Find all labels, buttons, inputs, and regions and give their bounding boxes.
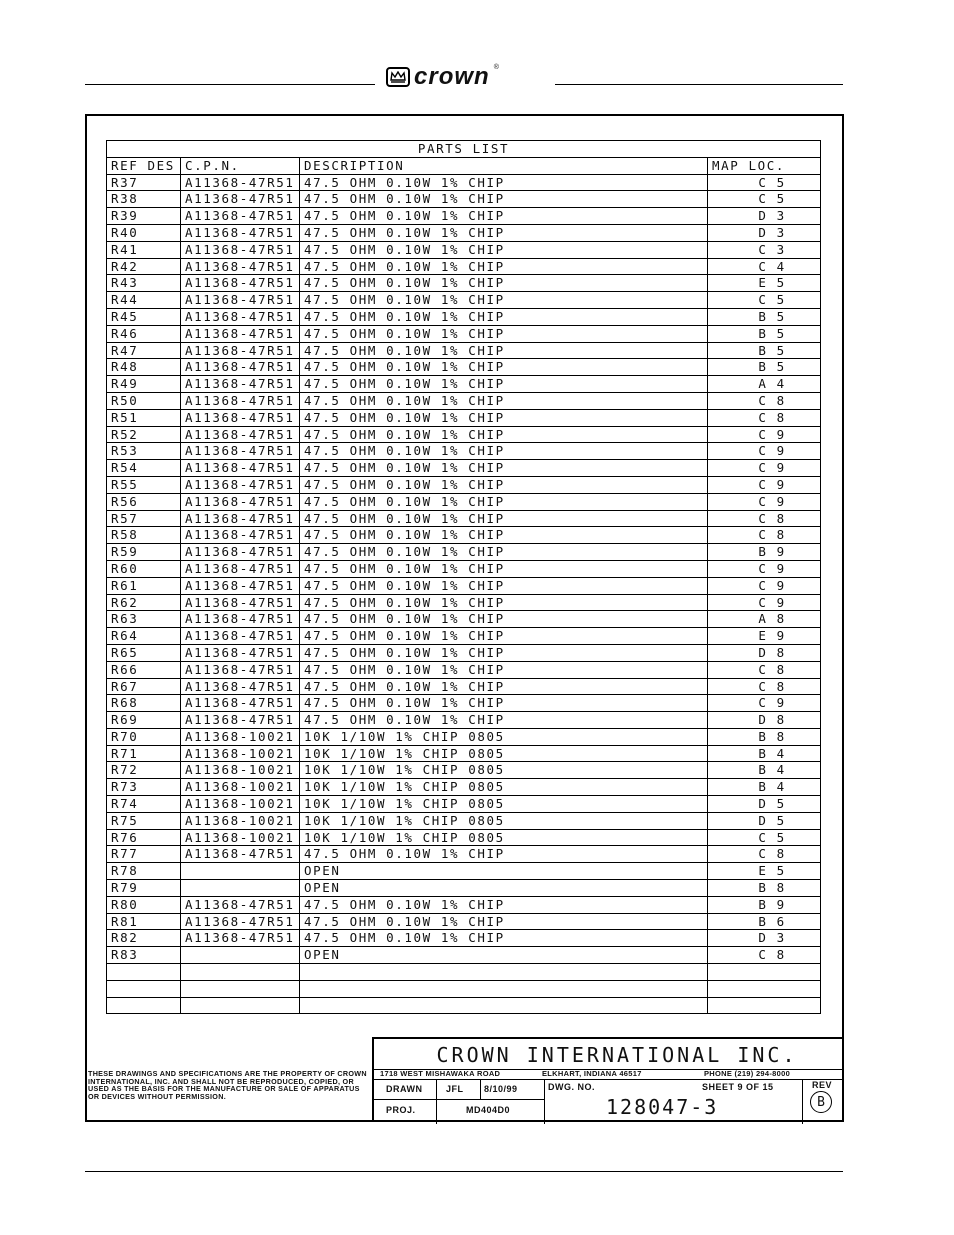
address: 1718 WEST MISHAWAKA ROAD [380,1069,501,1078]
brand-wordmark: crown [414,63,490,90]
map-loc-cell: C 9 [708,476,821,493]
description-cell [300,980,708,997]
description-cell: 47.5 OHM 0.10W 1% CHIP [300,392,708,409]
crown-logo [386,64,499,90]
table-row [107,880,821,897]
cpn-cell: A11368-47R51 [181,493,300,510]
table-row [107,510,821,527]
table-row [107,476,821,493]
table-row [107,661,821,678]
ref-des-cell: R46 [107,325,181,342]
map-loc-cell: C 5 [708,191,821,208]
description-cell: 10K 1/10W 1% CHIP 0805 [300,779,708,796]
description-cell: 47.5 OHM 0.10W 1% CHIP [300,628,708,645]
description-cell: 47.5 OHM 0.10W 1% CHIP [300,678,708,695]
description-cell: 47.5 OHM 0.10W 1% CHIP [300,359,708,376]
table-row [107,896,821,913]
cpn-cell [181,863,300,880]
description-cell: 47.5 OHM 0.10W 1% CHIP [300,611,708,628]
description-cell: 10K 1/10W 1% CHIP 0805 [300,762,708,779]
table-row [107,191,821,208]
column-header-map-loc: MAP LOC. [708,157,821,174]
description-cell: OPEN [300,947,708,964]
cpn-cell [181,947,300,964]
title-block-divider [480,1079,481,1099]
table-row [107,342,821,359]
ref-des-cell: R50 [107,392,181,409]
footer-rule [85,1171,843,1172]
ref-des-cell: R67 [107,678,181,695]
column-header-ref-des: REF DES [107,157,181,174]
map-loc-cell: C 8 [708,392,821,409]
cpn-cell: A11368-47R51 [181,208,300,225]
ref-des-cell: R61 [107,577,181,594]
cpn-cell: A11368-47R51 [181,661,300,678]
ref-des-cell: R65 [107,644,181,661]
description-cell: 47.5 OHM 0.10W 1% CHIP [300,544,708,561]
cpn-cell: A11368-47R51 [181,628,300,645]
map-loc-cell: C 5 [708,292,821,309]
ref-des-cell: R63 [107,611,181,628]
column-header-description: DESCRIPTION [300,157,708,174]
table-row [107,745,821,762]
cpn-cell: A11368-10021 [181,796,300,813]
ref-des-cell: R51 [107,409,181,426]
cpn-cell: A11368-47R51 [181,376,300,393]
ref-des-cell: R77 [107,846,181,863]
map-loc-cell: C 8 [708,527,821,544]
description-cell: 47.5 OHM 0.10W 1% CHIP [300,325,708,342]
rev-label: REV [812,1080,833,1090]
proj-number: MD404D0 [466,1105,511,1115]
ref-des-cell: R44 [107,292,181,309]
cpn-cell: A11368-47R51 [181,560,300,577]
table-row [107,997,821,1014]
column-header-cpn: C.P.N. [181,157,300,174]
table-row [107,460,821,477]
table-row [107,426,821,443]
map-loc-cell: B 4 [708,762,821,779]
parts-list-body [107,174,821,1014]
ref-des-cell [107,980,181,997]
cpn-cell: A11368-47R51 [181,174,300,191]
parts-list-title: PARTS LIST [107,141,821,158]
map-loc-cell: D 8 [708,712,821,729]
table-row [107,527,821,544]
table-row [107,359,821,376]
table-row [107,409,821,426]
description-cell: 47.5 OHM 0.10W 1% CHIP [300,644,708,661]
map-loc-cell: B 4 [708,745,821,762]
map-loc-cell: C 4 [708,258,821,275]
cpn-cell: A11368-47R51 [181,426,300,443]
cpn-cell: A11368-47R51 [181,258,300,275]
cpn-cell: A11368-10021 [181,829,300,846]
cpn-cell: A11368-47R51 [181,241,300,258]
table-row [107,174,821,191]
table-row [107,308,821,325]
description-cell: 10K 1/10W 1% CHIP 0805 [300,745,708,762]
map-loc-cell: B 6 [708,913,821,930]
ref-des-cell: R60 [107,560,181,577]
table-row [107,325,821,342]
table-row [107,224,821,241]
company-name: CROWN INTERNATIONAL INC. [436,1043,798,1067]
cpn-cell: A11368-47R51 [181,577,300,594]
ref-des-cell: R49 [107,376,181,393]
description-cell: 47.5 OHM 0.10W 1% CHIP [300,896,708,913]
ref-des-cell: R79 [107,880,181,897]
description-cell: 47.5 OHM 0.10W 1% CHIP [300,476,708,493]
table-row [107,728,821,745]
table-row [107,376,821,393]
description-cell: 10K 1/10W 1% CHIP 0805 [300,829,708,846]
ref-des-cell: R73 [107,779,181,796]
ref-des-cell: R40 [107,224,181,241]
description-cell: 47.5 OHM 0.10W 1% CHIP [300,443,708,460]
cpn-cell: A11368-47R51 [181,611,300,628]
cpn-cell: A11368-47R51 [181,695,300,712]
ref-des-cell: R75 [107,812,181,829]
map-loc-cell: C 8 [708,678,821,695]
table-row [107,560,821,577]
table-row [107,930,821,947]
table-row [107,594,821,611]
registered-mark: ® [493,64,499,71]
table-row [107,947,821,964]
property-notice: THESE DRAWINGS AND SPECIFICATIONS ARE THE PROPERTY OF CROWN INTERNATIONAL, INC. AND SHALL NOT BE REPRODUCED, COPIED, OR USED AS THE BASIS FOR THE MANUFACTURE OR SALE OF APPARATUS OR DEVICES WITHOUT PERMISSION. [88,1069,367,1101]
city-state: ELKHART, INDIANA 46517 [542,1069,642,1078]
ref-des-cell: R83 [107,947,181,964]
cpn-cell: A11368-47R51 [181,846,300,863]
map-loc-cell [708,964,821,981]
ref-des-cell: R64 [107,628,181,645]
description-cell: 47.5 OHM 0.10W 1% CHIP [300,224,708,241]
cpn-cell: A11368-47R51 [181,712,300,729]
ref-des-cell: R59 [107,544,181,561]
map-loc-cell: C 8 [708,409,821,426]
cpn-cell [181,997,300,1014]
map-loc-cell: C 8 [708,510,821,527]
drawn-label: DRAWN [386,1084,423,1094]
cpn-cell: A11368-47R51 [181,510,300,527]
description-cell: 47.5 OHM 0.10W 1% CHIP [300,846,708,863]
table-row [107,258,821,275]
cpn-cell [181,964,300,981]
map-loc-cell: C 3 [708,241,821,258]
ref-des-cell: R47 [107,342,181,359]
map-loc-cell [708,980,821,997]
ref-des-cell: R82 [107,930,181,947]
map-loc-cell: E 9 [708,628,821,645]
cpn-cell: A11368-47R51 [181,325,300,342]
ref-des-cell [107,964,181,981]
table-row [107,292,821,309]
map-loc-cell: C 9 [708,577,821,594]
ref-des-cell: R52 [107,426,181,443]
table-row [107,812,821,829]
proj-label: PROJ. [386,1105,416,1115]
map-loc-cell: B 4 [708,779,821,796]
map-loc-cell: D 3 [708,208,821,225]
map-loc-cell: A 4 [708,376,821,393]
table-row [107,443,821,460]
ref-des-cell: R39 [107,208,181,225]
table-row [107,493,821,510]
table-row [107,611,821,628]
map-loc-cell: D 5 [708,796,821,813]
revision-letter: B [810,1091,832,1113]
ref-des-cell: R41 [107,241,181,258]
description-cell: 47.5 OHM 0.10W 1% CHIP [300,208,708,225]
ref-des-cell: R68 [107,695,181,712]
ref-des-cell: R55 [107,476,181,493]
description-cell: 47.5 OHM 0.10W 1% CHIP [300,527,708,544]
table-row [107,796,821,813]
ref-des-cell: R62 [107,594,181,611]
map-loc-cell: B 8 [708,880,821,897]
cpn-cell: A11368-47R51 [181,308,300,325]
ref-des-cell: R81 [107,913,181,930]
description-cell [300,997,708,1014]
map-loc-cell: D 3 [708,930,821,947]
drawn-date: 8/10/99 [484,1084,518,1094]
table-row [107,544,821,561]
description-cell: 47.5 OHM 0.10W 1% CHIP [300,308,708,325]
description-cell: 47.5 OHM 0.10W 1% CHIP [300,493,708,510]
cpn-cell: A11368-10021 [181,728,300,745]
description-cell: 47.5 OHM 0.10W 1% CHIP [300,661,708,678]
title-block-divider [544,1079,545,1124]
description-cell: OPEN [300,880,708,897]
header-rule-right [555,84,843,85]
description-cell: 47.5 OHM 0.10W 1% CHIP [300,241,708,258]
map-loc-cell: C 9 [708,460,821,477]
table-row [107,846,821,863]
table-row [107,913,821,930]
table-row [107,275,821,292]
map-loc-cell: B 5 [708,359,821,376]
title-block-divider [802,1079,803,1124]
ref-des-cell: R42 [107,258,181,275]
table-row [107,577,821,594]
map-loc-cell: C 5 [708,174,821,191]
ref-des-cell: R69 [107,712,181,729]
description-cell: 47.5 OHM 0.10W 1% CHIP [300,292,708,309]
cpn-cell: A11368-10021 [181,745,300,762]
cpn-cell: A11368-47R51 [181,224,300,241]
map-loc-cell: C 5 [708,829,821,846]
map-loc-cell: B 8 [708,728,821,745]
title-block-divider [436,1079,437,1124]
cpn-cell: A11368-47R51 [181,275,300,292]
header-rule-left [85,84,375,85]
map-loc-cell: C 8 [708,846,821,863]
cpn-cell [181,880,300,897]
cpn-cell: A11368-10021 [181,779,300,796]
ref-des-cell: R66 [107,661,181,678]
map-loc-cell: C 9 [708,560,821,577]
map-loc-cell: B 5 [708,342,821,359]
description-cell: 47.5 OHM 0.10W 1% CHIP [300,594,708,611]
ref-des-cell: R72 [107,762,181,779]
table-row [107,964,821,981]
cpn-cell: A11368-47R51 [181,678,300,695]
description-cell: 47.5 OHM 0.10W 1% CHIP [300,191,708,208]
map-loc-cell: C 8 [708,947,821,964]
cpn-cell: A11368-47R51 [181,359,300,376]
description-cell: 47.5 OHM 0.10W 1% CHIP [300,409,708,426]
ref-des-cell: R70 [107,728,181,745]
cpn-cell: A11368-47R51 [181,930,300,947]
description-cell: 47.5 OHM 0.10W 1% CHIP [300,510,708,527]
table-row [107,863,821,880]
cpn-cell: A11368-47R51 [181,644,300,661]
table-row [107,829,821,846]
description-cell: 10K 1/10W 1% CHIP 0805 [300,812,708,829]
table-row [107,241,821,258]
table-row [107,392,821,409]
cpn-cell: A11368-47R51 [181,913,300,930]
cpn-cell: A11368-47R51 [181,544,300,561]
parts-list-table [106,140,821,1014]
description-cell: 47.5 OHM 0.10W 1% CHIP [300,426,708,443]
column-header-row [107,157,821,174]
phone: PHONE (219) 294-8000 [704,1069,791,1078]
table-row [107,208,821,225]
ref-des-cell: R43 [107,275,181,292]
title-block-divider [374,1079,842,1080]
ref-des-cell: R78 [107,863,181,880]
ref-des-cell: R53 [107,443,181,460]
ref-des-cell: R80 [107,896,181,913]
ref-des-cell: R71 [107,745,181,762]
cpn-cell: A11368-47R51 [181,460,300,477]
cpn-cell: A11368-10021 [181,762,300,779]
cpn-cell: A11368-10021 [181,812,300,829]
description-cell: 10K 1/10W 1% CHIP 0805 [300,796,708,813]
ref-des-cell: R45 [107,308,181,325]
map-loc-cell: E 5 [708,275,821,292]
ref-des-cell: R56 [107,493,181,510]
cpn-cell: A11368-47R51 [181,292,300,309]
map-loc-cell: C 9 [708,594,821,611]
map-loc-cell: C 9 [708,695,821,712]
ref-des-cell: R54 [107,460,181,477]
crown-icon [386,67,410,87]
map-loc-cell: B 9 [708,544,821,561]
table-row [107,644,821,661]
description-cell: 47.5 OHM 0.10W 1% CHIP [300,376,708,393]
description-cell [300,964,708,981]
description-cell: 47.5 OHM 0.10W 1% CHIP [300,460,708,477]
description-cell: 47.5 OHM 0.10W 1% CHIP [300,258,708,275]
map-loc-cell: B 5 [708,325,821,342]
table-row [107,695,821,712]
description-cell: 47.5 OHM 0.10W 1% CHIP [300,913,708,930]
table-row [107,980,821,997]
description-cell: 47.5 OHM 0.10W 1% CHIP [300,560,708,577]
map-loc-cell: E 5 [708,863,821,880]
description-cell: 47.5 OHM 0.10W 1% CHIP [300,342,708,359]
description-cell: 47.5 OHM 0.10W 1% CHIP [300,174,708,191]
map-loc-cell [708,997,821,1014]
drawing-number: 128047-3 [606,1095,719,1119]
dwg-no-label: DWG. NO. [548,1082,595,1092]
table-row [107,628,821,645]
cpn-cell: A11368-47R51 [181,409,300,426]
map-loc-cell: D 5 [708,812,821,829]
ref-des-cell: R74 [107,796,181,813]
cpn-cell: A11368-47R51 [181,896,300,913]
cpn-cell: A11368-47R51 [181,527,300,544]
ref-des-cell: R38 [107,191,181,208]
ref-des-cell: R57 [107,510,181,527]
map-loc-cell: C 8 [708,661,821,678]
ref-des-cell: R76 [107,829,181,846]
map-loc-cell: A 8 [708,611,821,628]
ref-des-cell: R48 [107,359,181,376]
description-cell: 47.5 OHM 0.10W 1% CHIP [300,275,708,292]
description-cell: OPEN [300,863,708,880]
cpn-cell: A11368-47R51 [181,342,300,359]
map-loc-cell: D 8 [708,644,821,661]
map-loc-cell: C 9 [708,426,821,443]
cpn-cell: A11368-47R51 [181,594,300,611]
title-block-divider [374,1099,544,1100]
description-cell: 47.5 OHM 0.10W 1% CHIP [300,577,708,594]
map-loc-cell: D 3 [708,224,821,241]
description-cell: 10K 1/10W 1% CHIP 0805 [300,728,708,745]
cpn-cell: A11368-47R51 [181,476,300,493]
cpn-cell: A11368-47R51 [181,191,300,208]
table-row [107,762,821,779]
map-loc-cell: B 9 [708,896,821,913]
table-row [107,779,821,796]
map-loc-cell: C 9 [708,493,821,510]
sheet-number: SHEET 9 OF 15 [702,1082,774,1092]
drawn-by: JFL [446,1084,464,1094]
table-row [107,712,821,729]
cpn-cell: A11368-47R51 [181,443,300,460]
map-loc-cell: B 5 [708,308,821,325]
table-row [107,678,821,695]
cpn-cell [181,980,300,997]
description-cell: 47.5 OHM 0.10W 1% CHIP [300,712,708,729]
map-loc-cell: C 9 [708,443,821,460]
ref-des-cell: R37 [107,174,181,191]
description-cell: 47.5 OHM 0.10W 1% CHIP [300,930,708,947]
title-block [372,1037,844,1122]
ref-des-cell: R58 [107,527,181,544]
ref-des-cell [107,997,181,1014]
cpn-cell: A11368-47R51 [181,392,300,409]
description-cell: 47.5 OHM 0.10W 1% CHIP [300,695,708,712]
